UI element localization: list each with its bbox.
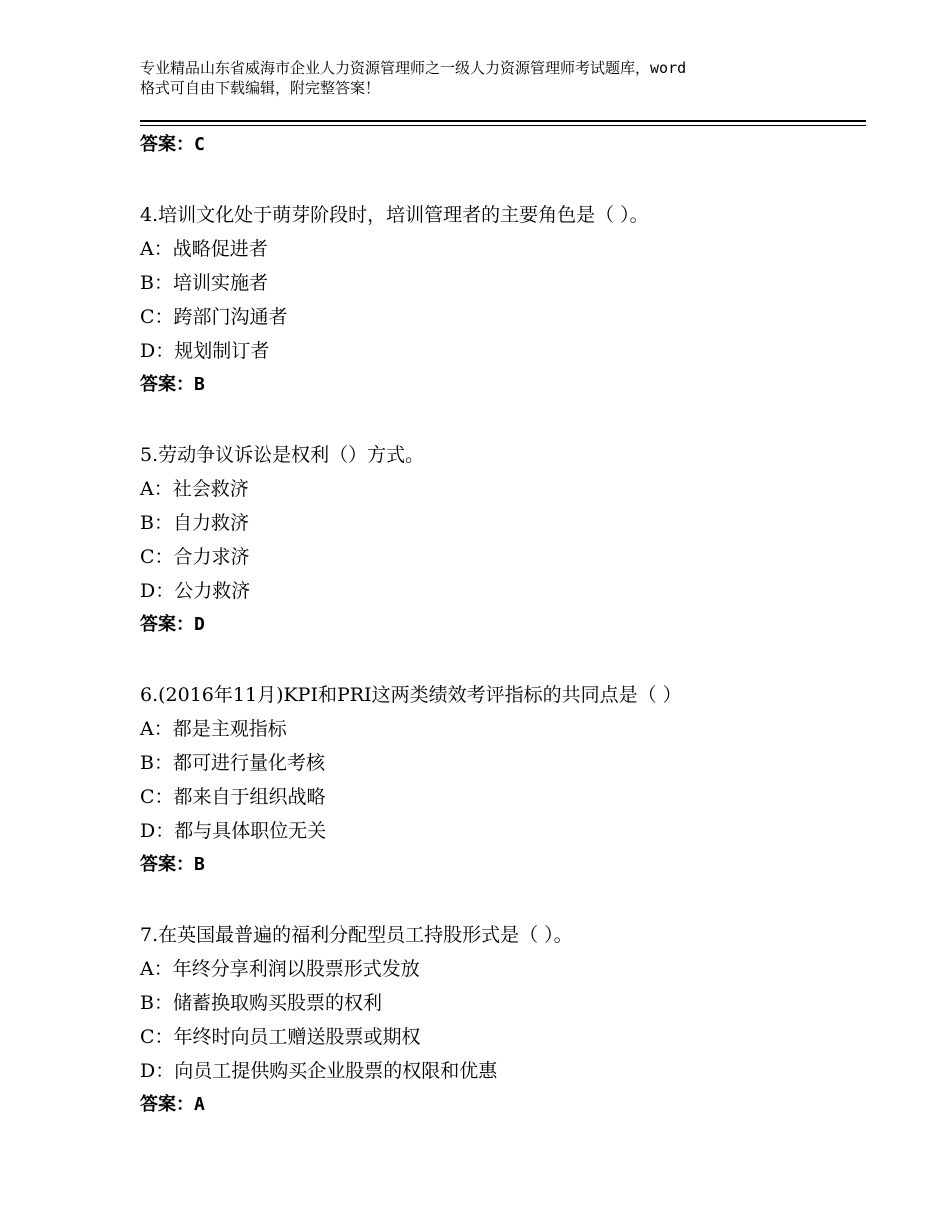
option-d: D：向员工提供购买企业股票的权限和优惠 [140, 1060, 498, 1082]
option-b: B：都可进行量化考核 [140, 752, 325, 774]
option-c: C：跨部门沟通者 [140, 306, 288, 328]
option-d: D：都与具体职位无关 [140, 820, 327, 842]
answer-q3: 答案：C [140, 134, 205, 155]
option-a: A：年终分享利润以股票形式发放 [140, 958, 420, 980]
answer: 答案：B [140, 854, 205, 875]
question-title: 7.在英国最普遍的福利分配型员工持股形式是（ ）。 [140, 924, 573, 946]
answer: 答案：A [140, 1094, 205, 1115]
option-b: B：储蓄换取购买股票的权利 [140, 992, 382, 1014]
question-4 [140, 198, 860, 402]
option-d: D：规划制订者 [140, 340, 270, 362]
header-line-2: 格式可自由下载编辑，附完整答案！ [140, 79, 381, 97]
option-d: D：公力救济 [140, 580, 251, 602]
option-b: B：培训实施者 [140, 272, 268, 294]
option-a: A：战略促进者 [140, 238, 268, 260]
header-line-1: 专业精品山东省威海市企业人力资源管理师之一级人力资源管理师考试题库，word [140, 59, 687, 77]
option-c: C：合力求济 [140, 546, 250, 568]
question-title: 5.劳动争议诉讼是权利（）方式。 [140, 444, 425, 466]
option-c: C：都来自于组织战略 [140, 786, 326, 808]
answer: 答案：D [140, 614, 205, 635]
question-6 [140, 678, 860, 882]
question-5 [140, 438, 860, 642]
question-list [140, 128, 860, 1122]
option-b: B：自力救济 [140, 512, 249, 534]
question-title: 4.培训文化处于萌芽阶段时，培训管理者的主要角色是（ ）。 [140, 204, 649, 226]
header-rule-thick [140, 120, 866, 122]
option-a: A：社会救济 [140, 478, 249, 500]
page-header [140, 58, 840, 98]
question-title: 6.(2016年11月)KPI和PRI这两类绩效考评指标的共同点是（ ） [140, 684, 682, 706]
option-a: A：都是主观指标 [140, 718, 287, 740]
header-rule-thin [140, 125, 866, 126]
question-7 [140, 918, 860, 1122]
answer: 答案：B [140, 374, 205, 395]
option-c: C：年终时向员工赠送股票或期权 [140, 1026, 421, 1048]
